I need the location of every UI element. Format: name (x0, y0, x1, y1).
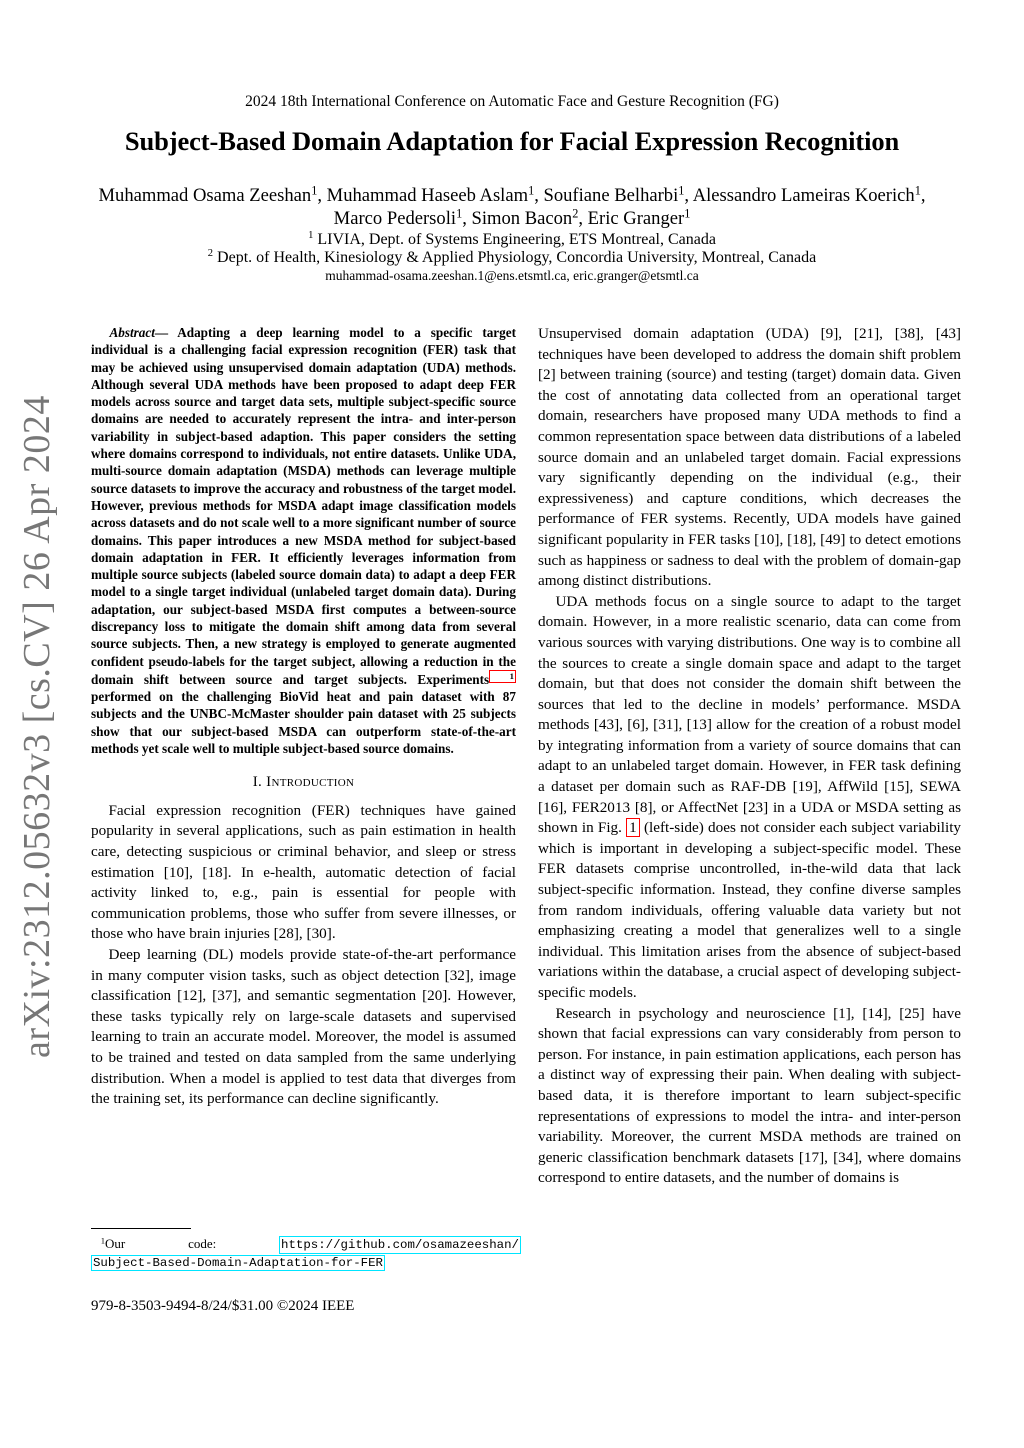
footnote-line (91, 1254, 521, 1271)
left-column (91, 324, 516, 1110)
footnote (91, 1236, 521, 1271)
affiliation-mark: 1 (914, 183, 921, 198)
author-name: , Eric Granger (578, 208, 685, 229)
paragraph: Research in psychology and neuroscience [1], [14], [25] have shown that facial expressions can vary considerably from person to person. For instance, in pain estimation applications, each person has a distinct way of expressing their pain. When dealing with subject-based data, it is therefore important to learn subject-specific representations of expressions to model the intra- and inter-person variability. Moreover, the current MSDA methods are trained on generic classification benchmark datasets [17], [34], where domains correspond to entire datasets, and the number of domains is (538, 1004, 961, 1187)
footnote-line (91, 1236, 521, 1254)
paragraph-text-continued: (left-side) does not consider each subject variability which is important in developing a subject-specific model. These FER datasets comprise uncontrolled, in-the-wild data that lack subject-specific information. Instead, they confine diverse samples from random individuals, offering valuable data variety but not emphasizing creating a model that generalizes well to a single individual. This limitation arises from the absence of subject-based variations within the database, a crucial aspect of developing subject-specific models. (538, 819, 962, 1001)
author-name: , Marco Pedersoli (333, 185, 926, 229)
paragraph (538, 592, 961, 1004)
paper-title: Subject-Based Domain Adaptation for Facial Expression Recognition (124, 126, 900, 156)
arxiv-identifier: arXiv:2312.05632v3 [cs.CV] 26 Apr 2024 (16, 395, 58, 1058)
abstract-text-continued: performed on the challenging BioVid heat and pain dataset with 87 subjects and the UNBC-McMaster shoulder pain dataset with 25 subjects show that our subject-based MSDA can outperform state-of-the-art methods yet scale well to multiple subject-based source domains. (91, 689, 516, 756)
figure-link[interactable]: 1 (626, 818, 640, 837)
paragraph-text: UDA methods focus on a single source to adapt to the target domain. However, in a more realistic scenario, data can come from various sources with varying distributions. One way is to combine all the sources to create a single domain space and adapt to the target domain, but that does not consider the domain shift between the sources that led to the decline in models’ performance. MSDA methods [43], [6], [31], [13] allow for the creation of a robust model by integrating information from a variety of source domains that can adapt to an unlabeled target domain. However, in FER task defining a dataset per domain such as RAF-DB [19], AffWild [15], SEWA [16], FER2013 [8], or AffectNet [23] in a UDA or MSDA setting as shown in Fig. (538, 592, 961, 837)
footnote-word: code: (188, 1236, 217, 1251)
affiliation-text: LIVIA, Dept. of Systems Engineering, ETS Montreal, Canada (313, 231, 716, 248)
paragraph: Facial expression recognition (FER) techniques have gained popularity in several applications, such as pain estimation in health care, detecting suspicious or criminal behavior, and sleep or stress estimation [10], [18]. In e-health, automatic detection of facial activity linked to, e.g., pain is essential for people with communication problems, those who suffer from severe illnesses, or those who have brain injuries [28], [30]. (91, 801, 516, 943)
affiliation-1 (0, 231, 1024, 249)
abstract-text: Adapting a deep learning model to a specific target individual is a challenging facial expression recognition (FER) task that may be achieved using unsupervised domain adaptation (UDA) methods. Although several UDA methods have been proposed to adapt deep FER models across source and target data sets, multiple subject-specific source domains are needed to accurately represent the intra- and inter-person variability in subject-based adaption. This paper considers the setting where domains correspond to individuals, not entire datasets. Unlike UDA, multi-source domain adaptation (MSDA) methods can leverage multiple source datasets to improve the accuracy and robustness of the target model. However, previous methods for MSDA adapt image classification models across datasets and do not scale well to a more significant number of source domains. This paper introduces a new MSDA method for subject-based domain adaptation in FER. It efficiently leverages information from multiple source subjects (labeled source domain data) to adapt a deep FER model to a single target individual (unlabeled target domain data). During adaptation, our subject-based MSDA first computes a between-source discrepancy loss to mitigate the domain shift among data from several source subjects. Then, a new strategy is employed to generate augmented confident pseudo-labels for the target subject, allowing a reduction in the domain shift between source and target subjects. Experiments (91, 325, 517, 687)
affiliation-mark: 2 (207, 248, 214, 260)
section-title: Introduction (266, 774, 355, 791)
affiliation-mark: 1 (684, 206, 691, 221)
footnote-lead (91, 1236, 125, 1254)
author-name: , Muhammad Haseeb Aslam (317, 185, 529, 206)
conference-name: 2024 18th International Conference on Automatic Face and Gesture Recognition (FG) (245, 93, 779, 110)
abstract (91, 324, 516, 757)
affiliation-mark: 1 (456, 206, 463, 221)
copyright-notice: 979-8-3503-9494-8/24/$31.00 ©2024 IEEE (91, 1298, 355, 1314)
paragraph: Unsupervised domain adaptation (UDA) [9], [21], [38], [43] techniques have been developed to address the domain shift problem [2] between training (source) and testing (target) domain data. Given the cost of annotating data collected from an operational target domain, researchers have proposed many UDA methods to find a common representation space between data distributions of a labeled source domain and an unlabeled target domain. Facial expressions vary significantly depending on the individual (e.g., their expressiveness) and capture conditions, which decreases the performance of FER systems. Recently, UDA models have gained significant popularity in FER tasks [10], [18], [49] to detect emotions such as happiness or sadness to deal with the problem of domain-gap among distinct distributions. (538, 325, 961, 590)
code-url-link-continued[interactable]: Subject-Based-Domain-Adaptation-for-FER (93, 1256, 383, 1270)
author-name: , Soufiane Belharbi (534, 185, 679, 206)
author-name: Muhammad Osama Zeeshan (98, 185, 312, 206)
affiliation-mark: 2 (572, 206, 579, 221)
footnote-mark: 1 (100, 1235, 106, 1246)
paragraph: Deep learning (DL) models provide state-of-the-art performance in many computer vision tasks, such as object detection [32], image classification [12], [37], and semantic segmentation [20]. However, these tasks typically rely on large-scale datasets and supervised learning to train an accurate model. Moreover, the model is assumed to be trained and tested on data sampled from the same underlying distribution. When a model is applied to test data that diverges from the training set, its performance can decline significantly. (91, 945, 516, 1108)
right-column (538, 324, 961, 1189)
author-emails: muhammad-osama.zeeshan.1@ens.etsmtl.ca, eric.granger@etsmtl.ca (325, 268, 699, 283)
author-name: , Alessandro Lameiras Koerich (684, 185, 915, 206)
code-url-link[interactable]: https://github.com/osamazeeshan/ (281, 1238, 519, 1252)
section-heading (91, 772, 516, 793)
section-number: I. (252, 774, 267, 791)
footnote-divider (91, 1228, 191, 1229)
footnote-word: Our (105, 1236, 126, 1251)
affiliation-mark: 1 (311, 183, 318, 198)
author-name: , Simon Bacon (462, 208, 573, 229)
affiliation-mark: 1 (678, 183, 685, 198)
abstract-dash: — (154, 325, 178, 340)
affiliation-text: Dept. of Health, Kinesiology & Applied Physiology, Concordia University, Montreal, Canada (213, 249, 817, 266)
abstract-label: Abstract (109, 325, 155, 340)
affiliation-mark: 1 (308, 230, 314, 242)
affiliation-mark: 1 (528, 183, 535, 198)
footnote-link[interactable]: 1 (489, 670, 516, 683)
author-list (90, 184, 934, 230)
affiliation-2 (0, 249, 1024, 267)
